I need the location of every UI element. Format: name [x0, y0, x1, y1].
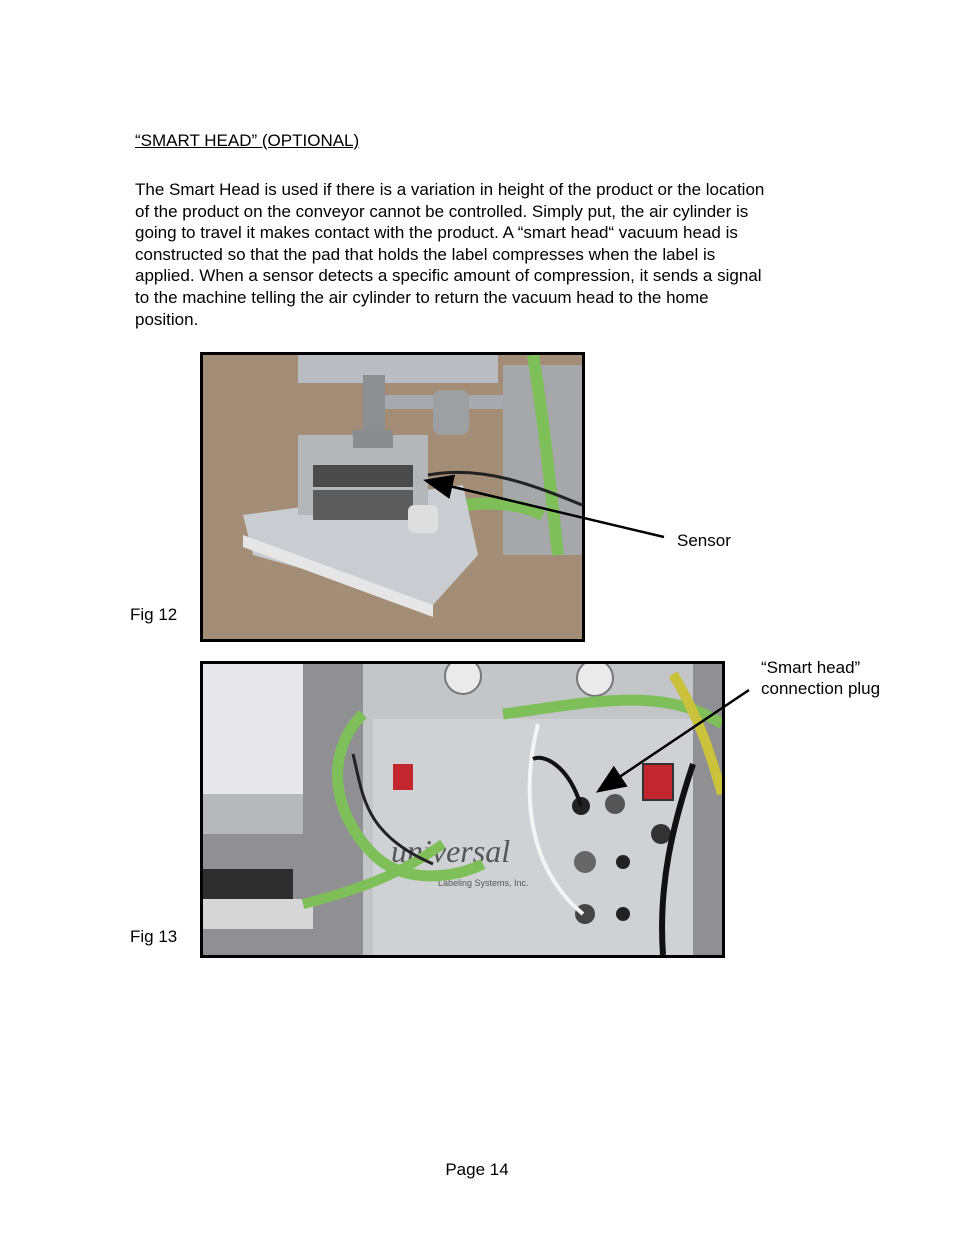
fig12-label: Fig 12	[130, 605, 178, 624]
page-number: Page 14	[445, 1160, 509, 1179]
sensor-arrow	[428, 481, 664, 537]
paragraph-line: going to travel it makes contact with the product. A “smart head“ vacuum head is	[135, 223, 738, 243]
connection-plug-arrow	[600, 690, 749, 790]
fig13-callout-line1: “Smart head”	[761, 658, 861, 677]
section-heading: “SMART HEAD” (OPTIONAL)	[135, 131, 360, 150]
paragraph-line: applied. When a sensor detects a specific amount of compression, it sends a signal	[135, 266, 762, 286]
brand-logo-text: universal	[391, 833, 511, 869]
fig13-label: Fig 13	[130, 927, 178, 946]
paragraph-line: to the machine telling the air cylinder to return the vacuum head to the home	[135, 287, 709, 307]
fig12-callout-sensor: Sensor	[677, 531, 731, 550]
paragraph-line: constructed so that the pad that holds the label compresses when the label is	[135, 244, 716, 264]
fig13-callout-line2: connection plug	[761, 679, 881, 698]
brand-sub-text: Labeling Systems, Inc.	[438, 878, 529, 888]
paragraph-line: The Smart Head is used if there is a variation in height of the product or the location	[135, 180, 765, 199]
paragraph-line: position.	[135, 309, 199, 329]
paragraph-line: of the product on the conveyor cannot be controlled. Simply put, the air cylinder is	[135, 201, 749, 221]
